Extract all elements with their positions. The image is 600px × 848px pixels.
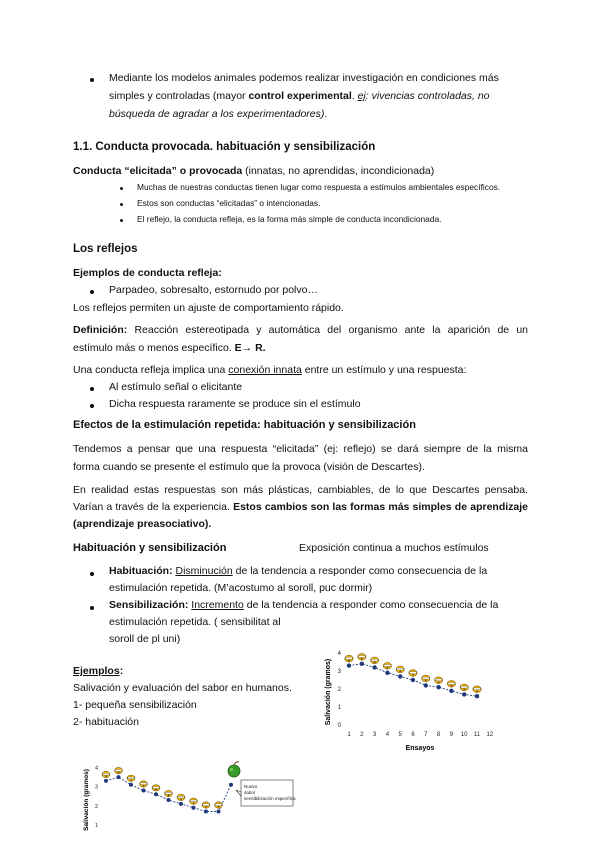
y-tick-label: 3 bbox=[94, 784, 98, 791]
y-tick-label: 2 bbox=[94, 803, 98, 810]
x-tick-label: 8 bbox=[436, 732, 441, 738]
intro-line-2: simples y controladas (mayor control experimental. ej: vivencias controladas, no bbox=[109, 90, 490, 102]
salivation-chart-1 bbox=[318, 630, 508, 755]
definition-line-1: Definición: Reacción estereotipada y automática del organismo ante la aparición de un bbox=[73, 324, 528, 336]
data-point bbox=[424, 683, 428, 687]
data-point bbox=[475, 694, 479, 698]
reflejos-ajuste: Los reflejos permiten un ajuste de comportamiento rápido. bbox=[73, 302, 344, 314]
conexion-item: Dicha respuesta raramente se produce sin el estímulo bbox=[109, 398, 361, 410]
data-point bbox=[217, 810, 221, 814]
data-point bbox=[372, 665, 376, 669]
y-tick-label: 1 bbox=[337, 705, 341, 711]
face-icon bbox=[177, 794, 185, 800]
x-tick-label: 12 bbox=[486, 732, 494, 738]
y-axis-label: Salivación (gramos) bbox=[325, 658, 332, 726]
x-tick-label: 6 bbox=[411, 732, 415, 738]
ejemplos-line-3: 2- habituación bbox=[73, 716, 139, 728]
data-point bbox=[360, 662, 364, 666]
habituacion-line-1: Habituación: Disminución de la tendencia a responder como consecuencia de la bbox=[109, 565, 488, 577]
face-icon bbox=[165, 790, 173, 796]
salivation-chart-2 bbox=[78, 752, 328, 848]
sensibilizacion-line-3: soroll de pl uni) bbox=[109, 633, 181, 645]
data-point bbox=[385, 671, 389, 675]
sensibilizacion-line-1: Sensibilización: Incremento de la tendencia a responder como consecuencia de la bbox=[109, 599, 499, 611]
face-icon bbox=[358, 653, 366, 660]
face-icon bbox=[473, 686, 481, 693]
data-point bbox=[179, 802, 183, 806]
face-icon bbox=[345, 655, 353, 662]
y-tick-label: 2 bbox=[337, 687, 341, 693]
section-heading: 1.1. Conducta provocada. habituación y sensibilización bbox=[73, 141, 376, 153]
ejemplos-line-1: Salivación y evaluación del sabor en humanos. bbox=[73, 682, 292, 694]
data-point bbox=[436, 685, 440, 689]
data-point bbox=[411, 678, 415, 682]
y-tick-label: 0 bbox=[337, 723, 341, 729]
face-icon bbox=[434, 677, 442, 684]
data-point bbox=[229, 783, 233, 787]
definition-line-2: estímulo más o menos específico. E→ R. bbox=[73, 342, 266, 354]
data-point bbox=[129, 783, 133, 787]
face-icon bbox=[127, 775, 135, 781]
bullet-dot bbox=[90, 572, 94, 576]
reflejos-example-item: Parpadeo, sobresalto, estornudo por polvo… bbox=[109, 284, 318, 296]
bullet-dot bbox=[120, 219, 123, 222]
intro-line-1: Mediante los modelos animales podemos realizar investigación en condiciones más bbox=[109, 72, 499, 84]
ejemplos-label: Ejemplos: bbox=[73, 665, 124, 677]
face-icon bbox=[422, 675, 430, 682]
face-icon bbox=[140, 781, 148, 787]
face-icon bbox=[409, 670, 417, 677]
x-tick-label: 5 bbox=[398, 732, 402, 738]
data-point bbox=[192, 806, 196, 810]
face-icon bbox=[202, 802, 210, 808]
efectos-heading: Efectos de la estimulación repetida: habituación y sensibilización bbox=[73, 419, 416, 431]
bullet-dot bbox=[90, 387, 94, 391]
section-bullet: Muchas de nuestras conductas tienen lugar como respuesta a estímulos ambientales específicos. bbox=[137, 182, 501, 192]
section-subheading: Conducta “elicitada” o provocada (innatas, no aprendidas, incondicionada) bbox=[73, 165, 435, 177]
bullet-dot bbox=[90, 404, 94, 408]
efectos-p2-line-1: En realidad estas respuestas son más plásticas, cambiables, de lo que Descartes pensaba. bbox=[73, 484, 528, 496]
conexion-line: Una conducta refleja implica una conexión innata entre un estímulo y una respuesta: bbox=[73, 364, 467, 376]
y-axis-label: Salivación (gramos) bbox=[83, 769, 90, 831]
conexion-item: Al estímulo señal o elicitante bbox=[109, 381, 243, 393]
bullet-dot bbox=[90, 290, 94, 294]
y-tick-label: 4 bbox=[337, 651, 341, 657]
bullet-dot bbox=[90, 606, 94, 610]
ejemplos-line-2: 1- pequeña sensibilización bbox=[73, 699, 197, 711]
section-bullet: El reflejo, la conducta refleja, es la forma más simple de conducta incondicionada. bbox=[137, 214, 442, 224]
reflejos-examples-label: Ejemplos de conducta refleja: bbox=[73, 267, 222, 279]
bullet-dot bbox=[90, 78, 94, 82]
y-tick-label: 3 bbox=[337, 669, 341, 675]
face-icon bbox=[152, 785, 160, 791]
efectos-p2-line-3: (aprendizaje preasociativo). bbox=[73, 518, 212, 530]
face-icon bbox=[102, 771, 110, 777]
face-icon bbox=[383, 662, 391, 669]
habituacion-line-2: estimulación repetida. (M’acostumo al soroll, puc dormir) bbox=[109, 582, 373, 594]
data-point bbox=[142, 788, 146, 792]
bullet-dot bbox=[120, 203, 123, 206]
apple-icon bbox=[228, 762, 240, 777]
annotation-text: Nuevo sabor sensibilización específica bbox=[244, 784, 296, 801]
sensibilizacion-line-2: estimulación repetida. ( sensibilitat al bbox=[109, 616, 281, 628]
x-tick-label: 7 bbox=[424, 732, 428, 738]
habsens-aside: Exposición continua a muchos estímulos bbox=[299, 542, 489, 554]
y-tick-label: 1 bbox=[94, 822, 98, 829]
x-axis-label: Ensayos bbox=[405, 745, 435, 752]
x-tick-label: 10 bbox=[460, 732, 468, 738]
face-icon bbox=[190, 798, 198, 804]
x-tick-label: 9 bbox=[449, 732, 454, 738]
data-point bbox=[398, 674, 402, 678]
face-icon bbox=[396, 666, 404, 673]
x-tick-label: 4 bbox=[385, 732, 390, 738]
intro-line-3: búsqueda de agradar a los experimentadores). bbox=[109, 108, 328, 120]
x-tick-label: 3 bbox=[372, 732, 377, 738]
data-point bbox=[167, 798, 171, 802]
x-tick-label: 1 bbox=[347, 732, 351, 738]
data-point bbox=[449, 689, 453, 693]
annotation-box bbox=[236, 780, 296, 806]
efectos-p1-line-1: Tendemos a pensar que una respuesta “elicitada” (ej: reflejo) se dará siempre de la misma bbox=[73, 443, 528, 455]
data-point bbox=[104, 779, 108, 783]
data-point bbox=[154, 792, 158, 796]
face-icon bbox=[215, 802, 223, 808]
face-icon bbox=[370, 657, 378, 664]
data-point bbox=[462, 692, 466, 696]
x-tick-label: 2 bbox=[360, 732, 364, 738]
data-point bbox=[117, 775, 121, 779]
efectos-p2-line-2: Varían a través de la experiencia. Estos cambios son las formas más simples de aprendizaje bbox=[73, 501, 529, 513]
face-icon bbox=[460, 684, 468, 691]
data-point bbox=[204, 810, 208, 814]
section-bullet: Estos son conductas “elicitadas” o intencionadas. bbox=[137, 198, 321, 208]
habsens-heading: Habituación y sensibilización bbox=[73, 542, 227, 554]
reflejos-heading: Los reflejos bbox=[73, 243, 138, 255]
bullet-dot bbox=[120, 187, 123, 190]
face-icon bbox=[447, 680, 455, 687]
face-icon bbox=[115, 767, 123, 773]
data-point bbox=[347, 663, 351, 667]
y-tick-label: 4 bbox=[94, 765, 98, 772]
x-tick-label: 11 bbox=[473, 732, 481, 738]
efectos-p1-line-2: forma cuando se presente el estímulo que la provoca (visión de Descartes). bbox=[73, 461, 425, 473]
